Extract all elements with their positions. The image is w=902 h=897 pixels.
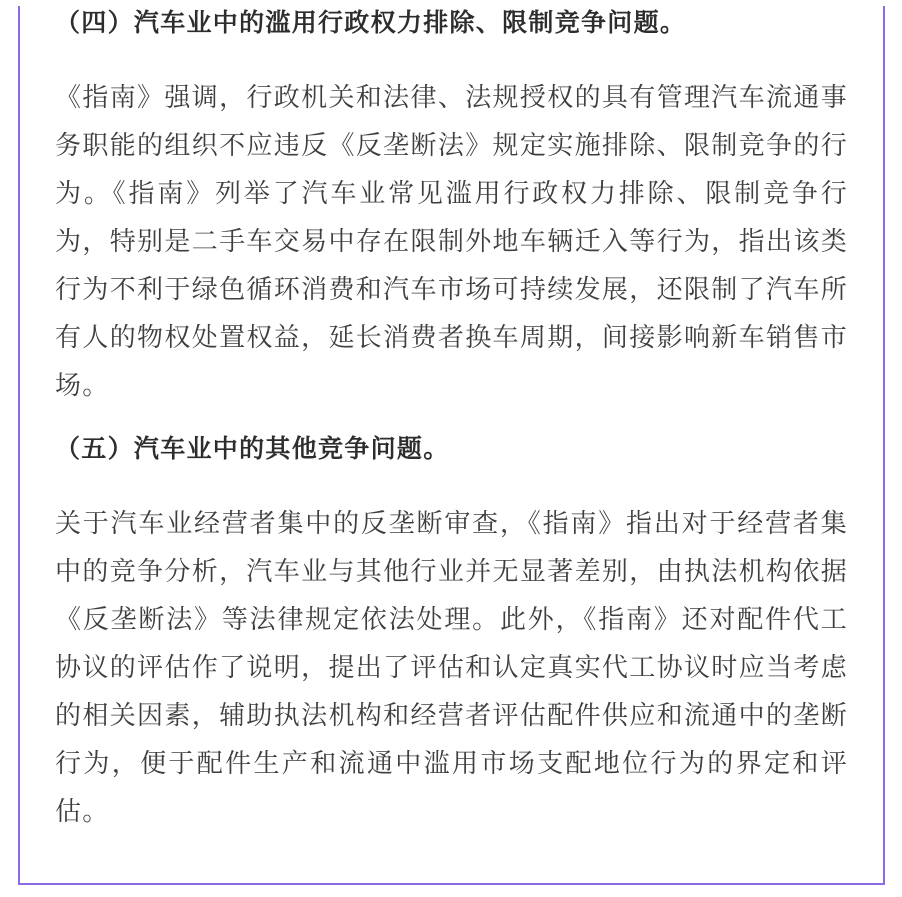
- section-paragraph-5: 关于汽车业经营者集中的反垄断审查，《指南》指出对于经营者集中的竞争分析，汽车业与其他行业并无显著差别，由执法机构依据《反垄断法》等法律规定依法处理。此外，《指南》还对配件代工协议的评估作了说明，提出了评估和认定真实代工协议时应当考虑的相关因素，辅助执法机构和经营者评估配件供应和流通中的垄断行为，便于配件生产和流通中滥用市场支配地位行为的界定和评估。: [55, 508, 848, 826]
- article-card: [18, 6, 885, 885]
- section-paragraph-4: 《指南》强调，行政机关和法律、法规授权的具有管理汽车流通事务职能的组织不应违反《反垄断法》规定实施排除、限制竞争的行为。《指南》列举了汽车业常见滥用行政权力排除、限制竞争行为，特别是二手车交易中存在限制外地车辆迁入等行为，指出该类行为不利于绿色循环消费和汽车市场可持续发展，还限制了汽车所有人的物权处置权益，延长消费者换车周期，间接影响新车销售市场。: [55, 82, 848, 400]
- section-heading-4: （四）汽车业中的滥用行政权力排除、限制竞争问题。: [55, 9, 687, 37]
- section-heading-5: （五）汽车业中的其他竞争问题。: [55, 435, 450, 463]
